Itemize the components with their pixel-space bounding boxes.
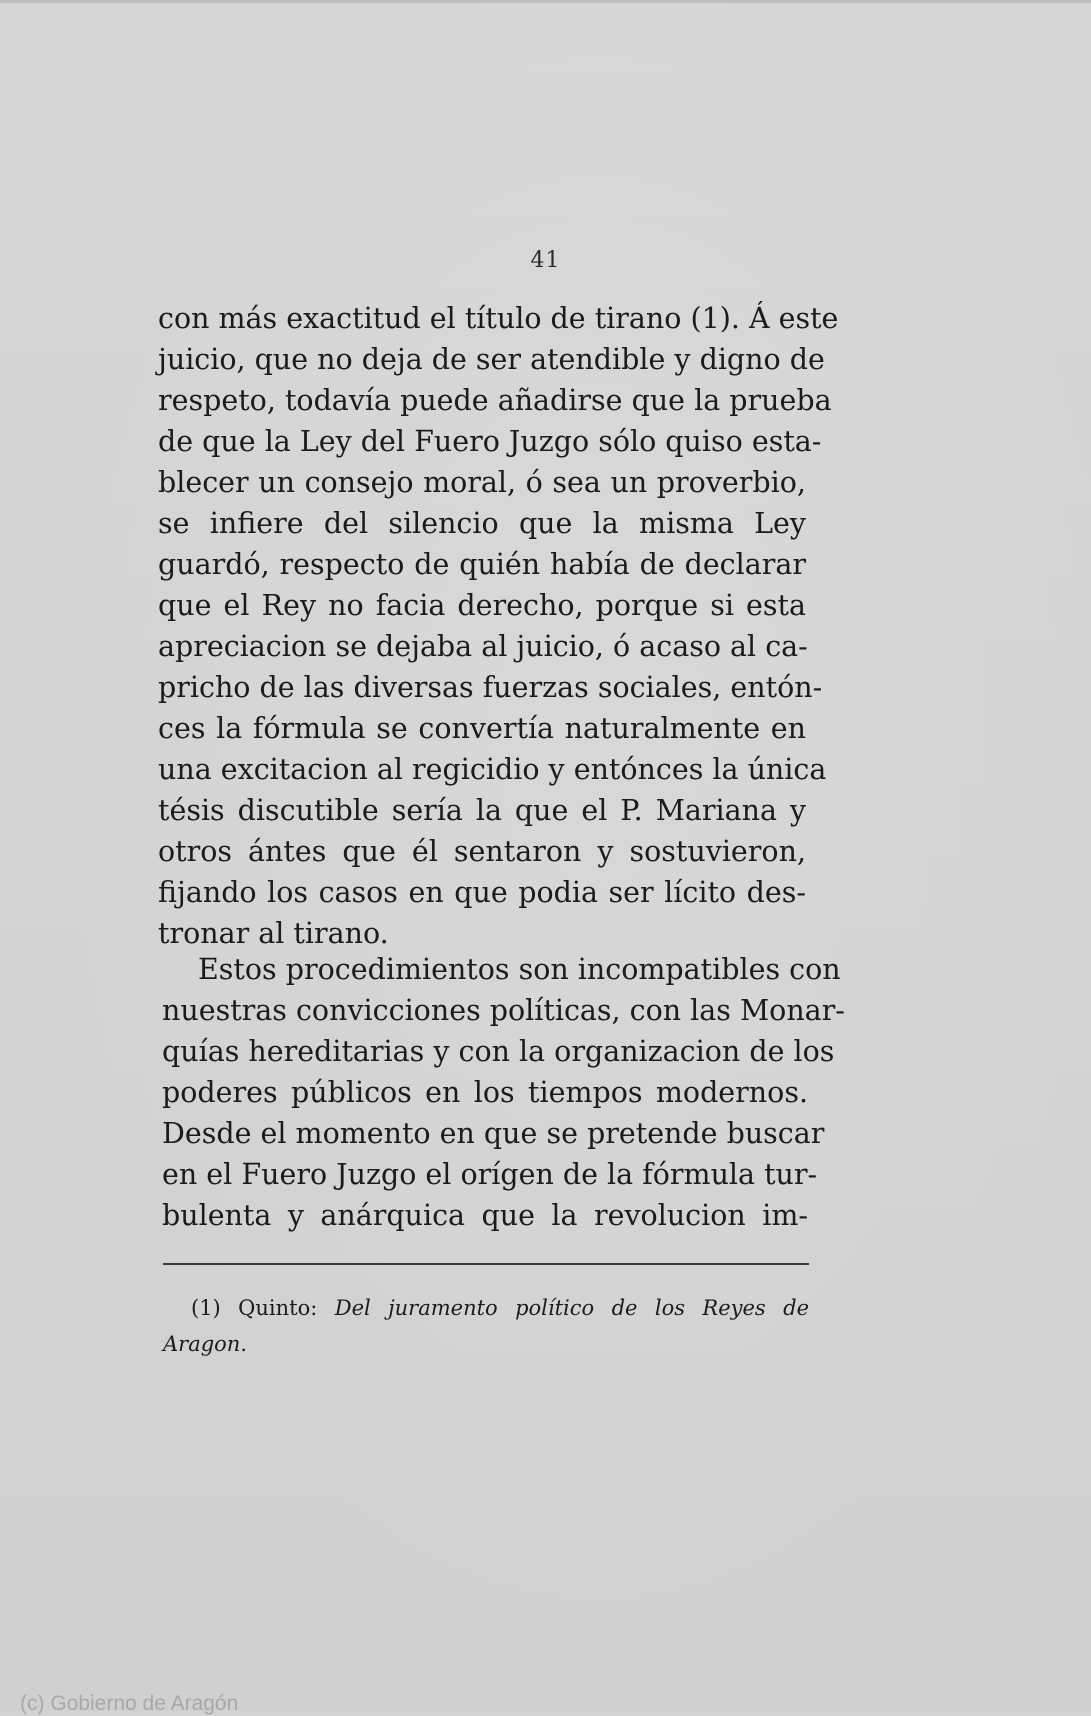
text-line: bulenta y anárquica que la revolucion im- <box>162 1199 808 1232</box>
footnote <box>163 1290 809 1362</box>
text-line: de que la Ley del Fuero Juzgo sólo quiso esta- <box>158 425 822 458</box>
text-line: con más exactitud el título de tirano (1). Á este <box>158 302 839 335</box>
text-line: una excitacion al regicidio y entónces la única <box>158 753 827 786</box>
footnote-line <box>163 1326 809 1362</box>
footnote-divider <box>163 1263 809 1265</box>
text-line: poderes públicos en los tiempos modernos. <box>162 1076 808 1109</box>
text-line: tronar al tirano. <box>158 917 389 950</box>
text-line: fijando los casos en que podia ser lícito des- <box>158 876 806 909</box>
text-line: blecer un consejo moral, ó sea un proverbio, <box>158 466 806 499</box>
paragraph-1 <box>158 298 839 954</box>
page-top-edge <box>0 0 1091 3</box>
paragraph-2 <box>162 949 845 1236</box>
text-line: guardó, respecto de quién había de declarar <box>158 548 806 581</box>
text-line: respeto, todavía puede añadirse que la prueba <box>158 384 832 417</box>
text-line: quías hereditarias y con la organizacion de los <box>162 1035 835 1068</box>
text-line: ces la fórmula se convertía naturalmente en <box>158 712 806 745</box>
page-number: 41 <box>530 248 561 273</box>
text-line: nuestras convicciones políticas, con las Monar- <box>162 994 845 1027</box>
copyright-watermark: (c) Gobierno de Aragón <box>20 1692 239 1715</box>
text-line: que el Rey no facia derecho, porque si esta <box>158 589 806 622</box>
text-line: apreciacion se dejaba al juicio, ó acaso al ca- <box>158 630 808 663</box>
text-line: Estos procedimientos son incompatibles con <box>198 953 841 986</box>
text-line: tésis discutible sería la que el P. Mariana y <box>158 794 806 827</box>
text-line: juicio, que no deja de ser atendible y digno de <box>158 343 825 376</box>
text-line: otros ántes que él sentaron y sostuvieron, <box>158 835 806 868</box>
text-line: se infiere del silencio que la misma Ley <box>158 507 806 540</box>
text-line: pricho de las diversas fuerzas sociales, entón- <box>158 671 823 704</box>
footnote-title-cont: Aragon. <box>163 1332 248 1356</box>
text-line: en el Fuero Juzgo el orígen de la fórmula tur- <box>162 1158 818 1191</box>
footnote-title: Del juramento político de los Reyes de <box>334 1296 809 1320</box>
footnote-line <box>163 1290 809 1326</box>
text-line: Desde el momento en que se pretende buscar <box>162 1117 825 1150</box>
footnote-author: Quinto: <box>238 1296 318 1320</box>
footnote-marker: (1) <box>191 1296 221 1320</box>
